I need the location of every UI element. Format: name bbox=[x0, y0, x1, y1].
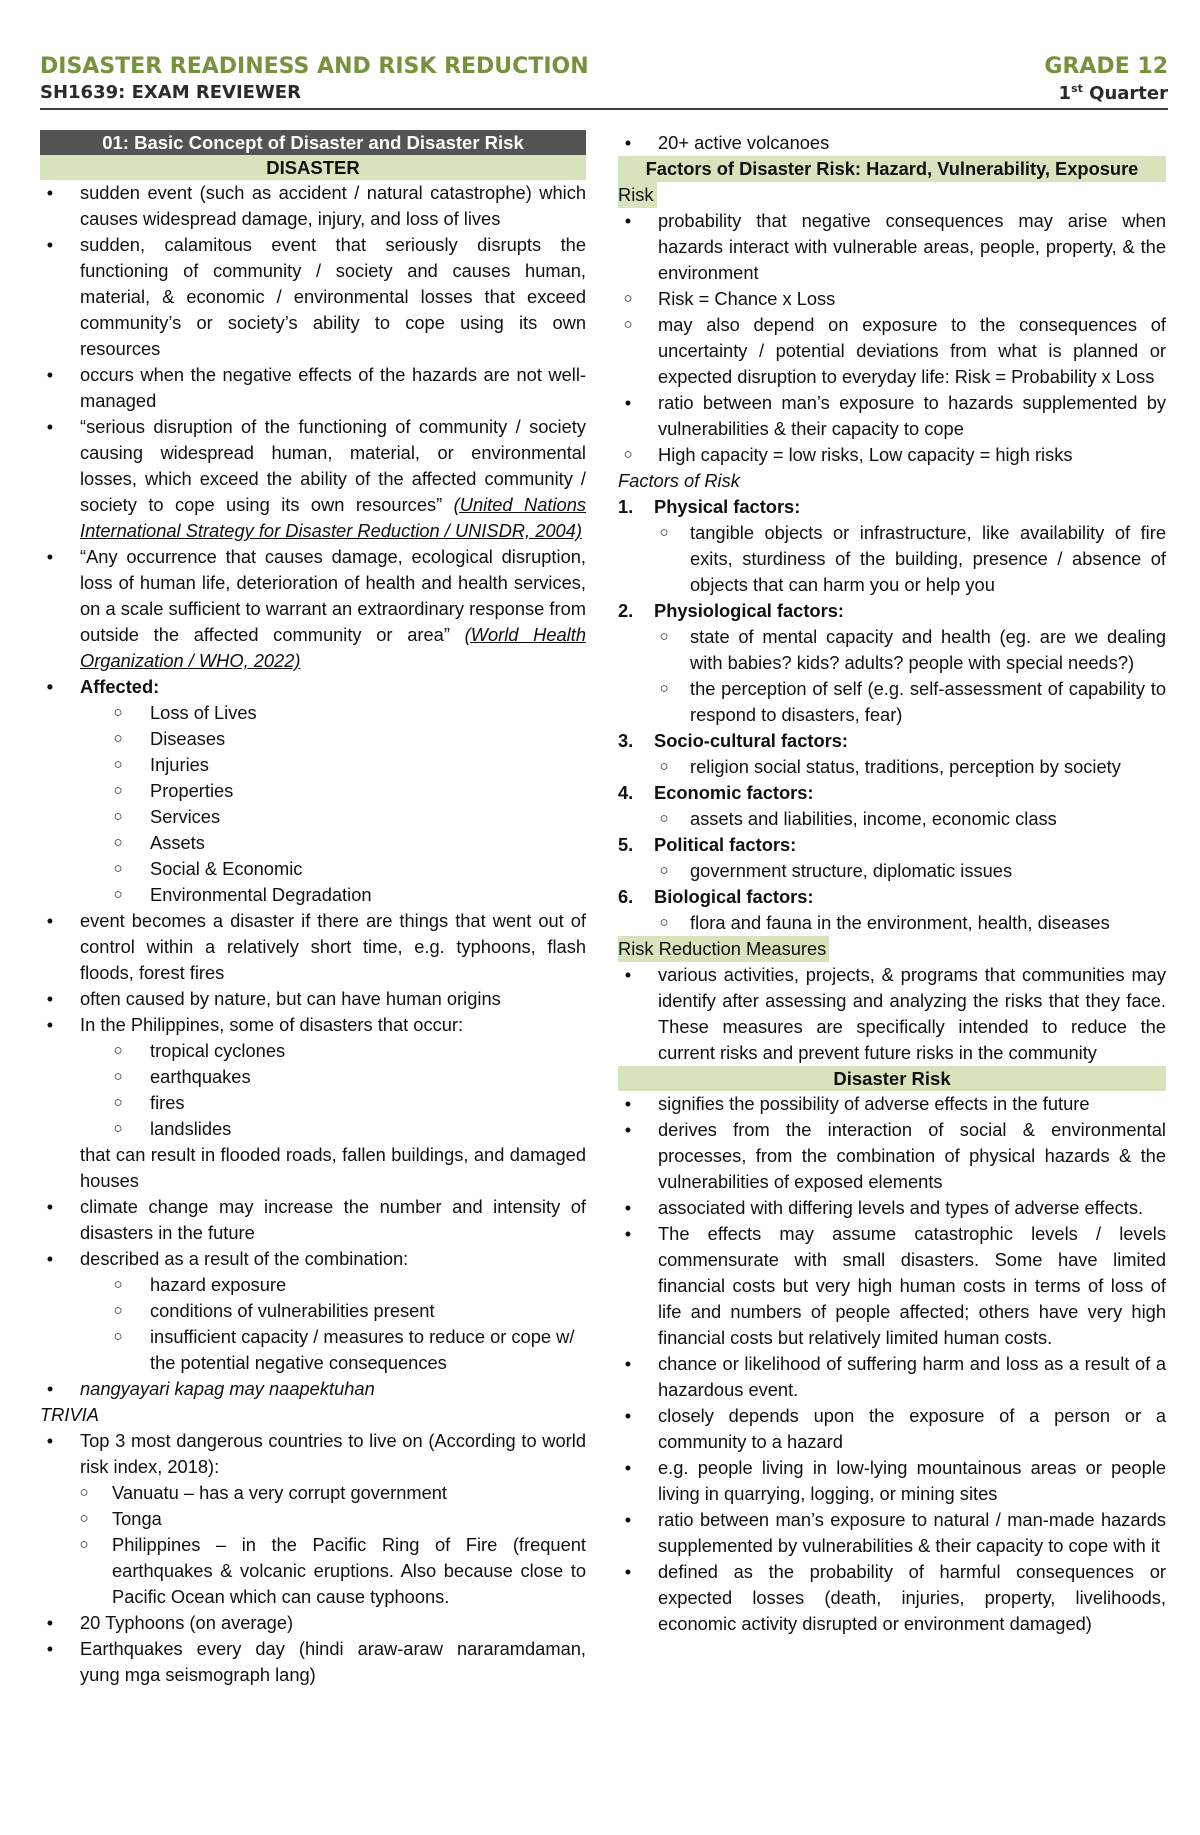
factor-detail: ○ state of mental capacity and health (eg. are we dealing with babies? kids? adults? people with special needs?) bbox=[659, 626, 1166, 673]
bullet-item: • signifies the possibility of adverse effects in the future bbox=[624, 1093, 1090, 1114]
bullet-item: • described as a result of the combination: bbox=[46, 1248, 409, 1269]
bullet-item: • Top 3 most dangerous countries to live on (According to world risk index, 2018): bbox=[46, 1430, 586, 1477]
factor-detail: ○ the perception of self (e.g. self-assessment of capability to respond to disasters, fear) bbox=[659, 678, 1166, 725]
continuation-text: that can result in flooded roads, fallen buildings, and damaged houses bbox=[80, 1144, 586, 1191]
list-item: ○ Tonga bbox=[79, 1508, 162, 1529]
sub-item: ○ may also depend on exposure to the consequences of uncertainty / potential deviations from what is planned or expected disruption to everyday life: Risk = Probability x Loss bbox=[623, 314, 1166, 387]
bullet-item: • occurs when the negative effects of the hazards are not well-managed bbox=[46, 364, 586, 411]
factor-item: 6. Biological factors: bbox=[618, 886, 814, 907]
bullet-item: • “Any occurrence that causes damage, ecological disruption, loss of human life, deterioration of health and health services, on a scale sufficient to warrant an extraordinary response from outside the affected community or area” (World Health Organization / WHO, 2022) bbox=[46, 546, 586, 671]
bullet-item: • Earthquakes every day (hindi araw-araw nararamdaman, yung mga seismograph lang) bbox=[46, 1638, 586, 1685]
bullet-item: • defined as the probability of harmful consequences or expected losses (death, injuries, property, livelihoods, economic activity disrupted or environment damaged) bbox=[624, 1561, 1166, 1634]
list-item: ○ landslides bbox=[113, 1118, 232, 1139]
bullet-item: • nangyayari kapag may naapektuhan bbox=[46, 1378, 375, 1399]
bullet-item: • sudden, calamitous event that seriously disrupts the functioning of community / society and causes human, material, & economic / environmental losses that exceed community’s or society’s ability to cope using its own resources bbox=[46, 234, 586, 359]
list-item: ○ Social & Economic bbox=[113, 858, 303, 879]
list-item: ○ Diseases bbox=[113, 728, 226, 749]
rrm-label: Risk Reduction Measures bbox=[618, 936, 1166, 962]
sub-item: ○ Risk = Chance x Loss bbox=[623, 288, 836, 309]
list-item: ○ Loss of Lives bbox=[113, 702, 257, 723]
list-item: ○ conditions of vulnerabilities present bbox=[113, 1300, 435, 1321]
disaster-heading: DISASTER bbox=[40, 155, 586, 180]
bullet-item: • 20+ active volcanoes bbox=[624, 132, 830, 153]
factors-of-risk-label: Factors of Risk bbox=[618, 470, 740, 491]
quarter-suffix: st bbox=[1071, 82, 1083, 95]
bullet-item: • derives from the interaction of social & environmental processes, from the combination of physical hazards & the vulnerabilities of exposed elements bbox=[624, 1119, 1166, 1192]
disaster-risk-heading: Disaster Risk bbox=[618, 1066, 1166, 1091]
list-item: ○ insufficient capacity / measures to reduce or cope w/ the potential negative consequences bbox=[113, 1326, 575, 1373]
factor-item: 2. Physiological factors: bbox=[618, 600, 844, 621]
list-item: ○ fires bbox=[113, 1092, 185, 1113]
bullet-item: • ratio between man’s exposure to hazards supplemented by vulnerabilities & their capacity to cope bbox=[624, 392, 1166, 439]
list-item: ○ Vanuatu – has a very corrupt government bbox=[79, 1482, 448, 1503]
left-column bbox=[40, 130, 586, 1688]
document-title: DISASTER READINESS AND RISK REDUCTION bbox=[40, 54, 589, 79]
list-item: ○ Properties bbox=[113, 780, 234, 801]
unisdr-reference: (United Nations International Strategy for Disaster Reduction / UNISDR, 2004) bbox=[80, 494, 586, 541]
factor-item: 1. Physical factors: bbox=[618, 496, 801, 517]
factor-detail: ○ government structure, diplomatic issues bbox=[659, 860, 1013, 881]
document-subtitle: SH1639: EXAM REVIEWER bbox=[40, 82, 301, 103]
factors-heading: Factors of Disaster Risk: Hazard, Vulnerability, Exposure bbox=[618, 156, 1166, 182]
bullet-item: • “serious disruption of the functioning of community / society causing widespread human, material, or environmental losses, which exceed the ability of the affected community / society to cope using its own resources” (United Nations International Strategy for Disaster Reduction / UNISDR, 2004) bbox=[46, 416, 586, 541]
factor-detail: ○ religion social status, traditions, perception by society bbox=[659, 756, 1121, 777]
factor-detail: ○ assets and liabilities, income, economic class bbox=[659, 808, 1057, 829]
quarter-word: Quarter bbox=[1089, 83, 1168, 104]
bullet-item: • 20 Typhoons (on average) bbox=[46, 1612, 294, 1633]
right-column bbox=[618, 130, 1166, 1637]
bullet-item: • probability that negative consequences may arise when hazards interact with vulnerable areas, people, property, & the environment bbox=[624, 210, 1166, 283]
risk-label: Risk bbox=[618, 182, 1166, 208]
sub-item: ○ High capacity = low risks, Low capacity = high risks bbox=[623, 444, 1073, 465]
bullet-item: • ratio between man’s exposure to natural / man-made hazards supplemented by vulnerabilities & their capacity to cope with it bbox=[624, 1509, 1166, 1556]
page-header bbox=[40, 52, 1168, 110]
factor-item: 3. Socio-cultural factors: bbox=[618, 730, 849, 751]
bullet-item: • sudden event (such as accident / natural catastrophe) which causes widespread damage, injury, and loss of lives bbox=[46, 182, 586, 229]
bullet-item: • chance or likelihood of suffering harm and loss as a result of a hazardous event. bbox=[624, 1353, 1166, 1400]
bullet-item: • e.g. people living in low-lying mountainous areas or people living in quarrying, logging, or mining sites bbox=[624, 1457, 1166, 1504]
bullet-item: • often caused by nature, but can have human origins bbox=[46, 988, 501, 1009]
bullet-item: • various activities, projects, & programs that communities may identify after assessing and analyzing the risks that they face. These measures are specifically intended to reduce the current risks and prevent future risks in the community bbox=[624, 964, 1166, 1063]
list-item: ○ Environmental Degradation bbox=[113, 884, 372, 905]
list-item: ○ tropical cyclones bbox=[113, 1040, 286, 1061]
list-item: ○ earthquakes bbox=[113, 1066, 251, 1087]
bullet-item: • climate change may increase the number and intensity of disasters in the future bbox=[46, 1196, 586, 1243]
list-item: ○ Services bbox=[113, 806, 221, 827]
bullet-item: • closely depends upon the exposure of a person or a community to a hazard bbox=[624, 1405, 1166, 1452]
list-item: ○ hazard exposure bbox=[113, 1274, 287, 1295]
list-item: ○ Injuries bbox=[113, 754, 209, 775]
section-title: 01: Basic Concept of Disaster and Disaster Risk bbox=[40, 130, 586, 155]
bullet-item: • event becomes a disaster if there are things that went out of control within a relatively short time, e.g. typhoons, flash floods, forest fires bbox=[46, 910, 586, 983]
bullet-item: • associated with differing levels and types of adverse effects. bbox=[624, 1197, 1144, 1218]
bullet-item: • In the Philippines, some of disasters that occur: bbox=[46, 1014, 464, 1035]
bullet-item: • Affected: bbox=[46, 676, 160, 697]
factor-item: 4. Economic factors: bbox=[618, 782, 814, 803]
factor-detail: ○ flora and fauna in the environment, health, diseases bbox=[659, 912, 1110, 933]
factor-item: 5. Political factors: bbox=[618, 834, 797, 855]
grade-label: GRADE 12 bbox=[1044, 54, 1168, 79]
quarter-label bbox=[1059, 82, 1168, 104]
factor-detail: ○ tangible objects or infrastructure, like availability of fire exits, sturdiness of the building, presence / absence of objects that can harm you or help you bbox=[659, 522, 1166, 595]
trivia-label: TRIVIA bbox=[40, 1404, 99, 1425]
quarter-number: 1 bbox=[1058, 83, 1072, 104]
list-item: ○ Philippines – in the Pacific Ring of Fire (frequent earthquakes & volcanic eruptions. Also because close to Pacific Ocean which can cause typhoons. bbox=[79, 1534, 586, 1607]
list-item: ○ Assets bbox=[113, 832, 205, 853]
bullet-item: • The effects may assume catastrophic levels / levels commensurate with small disasters. Some have limited financial costs but very high human costs in terms of loss of life and numbers of people affected; others have very high financial costs but relatively limited human costs. bbox=[624, 1223, 1166, 1348]
who-reference: (World Health Organization / WHO, 2022) bbox=[80, 624, 586, 671]
